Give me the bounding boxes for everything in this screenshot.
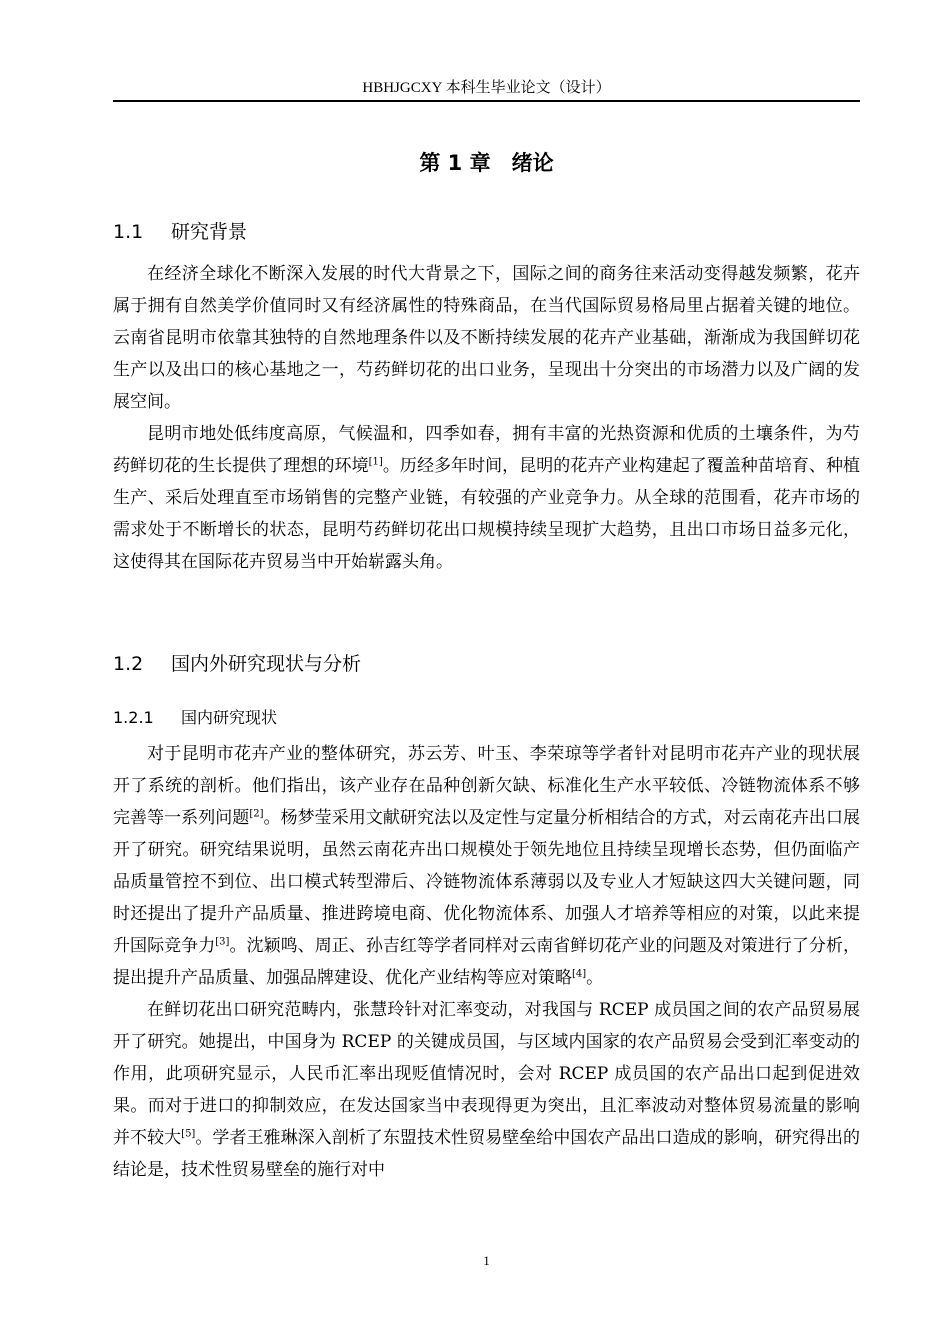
chapter-title: 第 1 章 绪论 (419, 151, 554, 175)
paragraph-text: 。杨梦莹采用文献研究法以及定性与定量分析相结合的方式，对云南花卉出口展开了研究。研究结果说明，虽然云南花卉出口规模处于领先地位且持续呈现增长态势，但仍面临产品质量管控不到位、出口模式转型滞后、冷链物流体系薄弱以及专业人才短缺这四大关键问题，同时还提出了提升产品质量、推进跨境电商、优化物流体系、加强人才培养等相应的对策，以此来提升国际竞争力 (113, 808, 861, 956)
section-number: 1.1 (113, 221, 144, 243)
citation-ref: [5] (181, 1128, 196, 1140)
section-number: 1.2 (113, 653, 144, 675)
subsection-heading-1-2-1 (113, 706, 277, 730)
section-1-2-1-body (113, 738, 860, 1186)
paragraph (113, 738, 860, 994)
paragraph-text: 。沈颖鸣、周正、孙吉红等学者同样对云南省鲜切花产业的问题及对策进行了分析，提出提升产品质量、加强品牌建设、优化产业结构等应对策略 (113, 936, 861, 988)
subsection-title: 国内研究现状 (181, 708, 278, 727)
citation-ref: [4] (572, 968, 587, 980)
citation-ref: [2] (249, 808, 264, 820)
paragraph-text: 。 (586, 968, 604, 988)
section-heading-1-2 (113, 650, 361, 678)
paragraph-text: 昆明市地处低纬度高原，气候温和，四季如春，拥有丰富的光热资源和优质的土壤条件，为芍药鲜切花的生长提供了理想的环境 (113, 424, 860, 476)
paragraph-text: 。学者王雅琳深入剖析了东盟技术性贸易壁垒给中国农产品出口造成的影响，研究得出的结论是，技术性贸易壁垒的施行对中 (113, 1128, 861, 1180)
page-number: 1 (483, 1253, 490, 1268)
paragraph: 在经济全球化不断深入发展的时代大背景之下，国际之间的商务往来活动变得越发频繁，花卉属于拥有自然美学价值同时又有经济属性的特殊商品，在当代国际贸易格局里占据着关键的地位。云南省昆明市依靠其独特的自然地理条件以及不断持续发展的花卉产业基础，渐渐成为我国鲜切花生产以及出口的核心基地之一，芍药鲜切花的出口业务，呈现出十分突出的市场潜力以及广阔的发展空间。 (113, 264, 860, 412)
citation-ref: [1] (368, 456, 383, 468)
subsection-number: 1.2.1 (113, 708, 154, 727)
section-heading-1-1 (113, 218, 247, 246)
paragraph-text: 对于昆明市花卉产业的整体研究，苏云芳、叶玉、李荣琼等学者针对昆明市花卉产业的现状展开了系统的剖析。他们指出，该产业存在品种创新欠缺、标准化生产水平较低、冷链物流体系不够完善等一系列问题 (113, 744, 860, 828)
citation-ref: [3] (215, 936, 230, 948)
section-title: 研究背景 (171, 221, 248, 243)
running-header (113, 76, 860, 102)
paragraph-text: 在鲜切花出口研究范畴内，张慧玲针对汇率变动，对我国与 RCEP 成员国之间的农产品贸易展开了研究。她提出，中国身为 RCEP 的关键成员国，与区域内国家的农产品贸易会受到汇率变动的作用，此项研究显示，人民币汇率出现贬值情况时，会对 RCEP 成员国的农产品出口起到促进效果。而对于进口的抑制效应，在发达国家当中表现得更为突出，且汇率波动对整体贸易流量的影响并不较大 (113, 1000, 860, 1148)
running-header-title: HBHJGCXY 本科生毕业论文（设计） (362, 80, 611, 96)
section-title: 国内外研究现状与分析 (171, 653, 362, 675)
paragraph-text: 。历经多年时间，昆明的花卉产业构建起了覆盖种苗培育、种植生产、采后处理直至市场销售的完整产业链，有较强的产业竞争力。从全球的范围看，花卉市场的需求处于不断增长的状态，昆明芍药鲜切花出口规模持续呈现扩大趋势，且出口市场日益多元化，这使得其在国际花卉贸易当中开始崭露头角。 (113, 456, 861, 572)
paragraph (113, 418, 860, 578)
section-1-1-body (113, 258, 860, 578)
paragraph (113, 994, 860, 1186)
